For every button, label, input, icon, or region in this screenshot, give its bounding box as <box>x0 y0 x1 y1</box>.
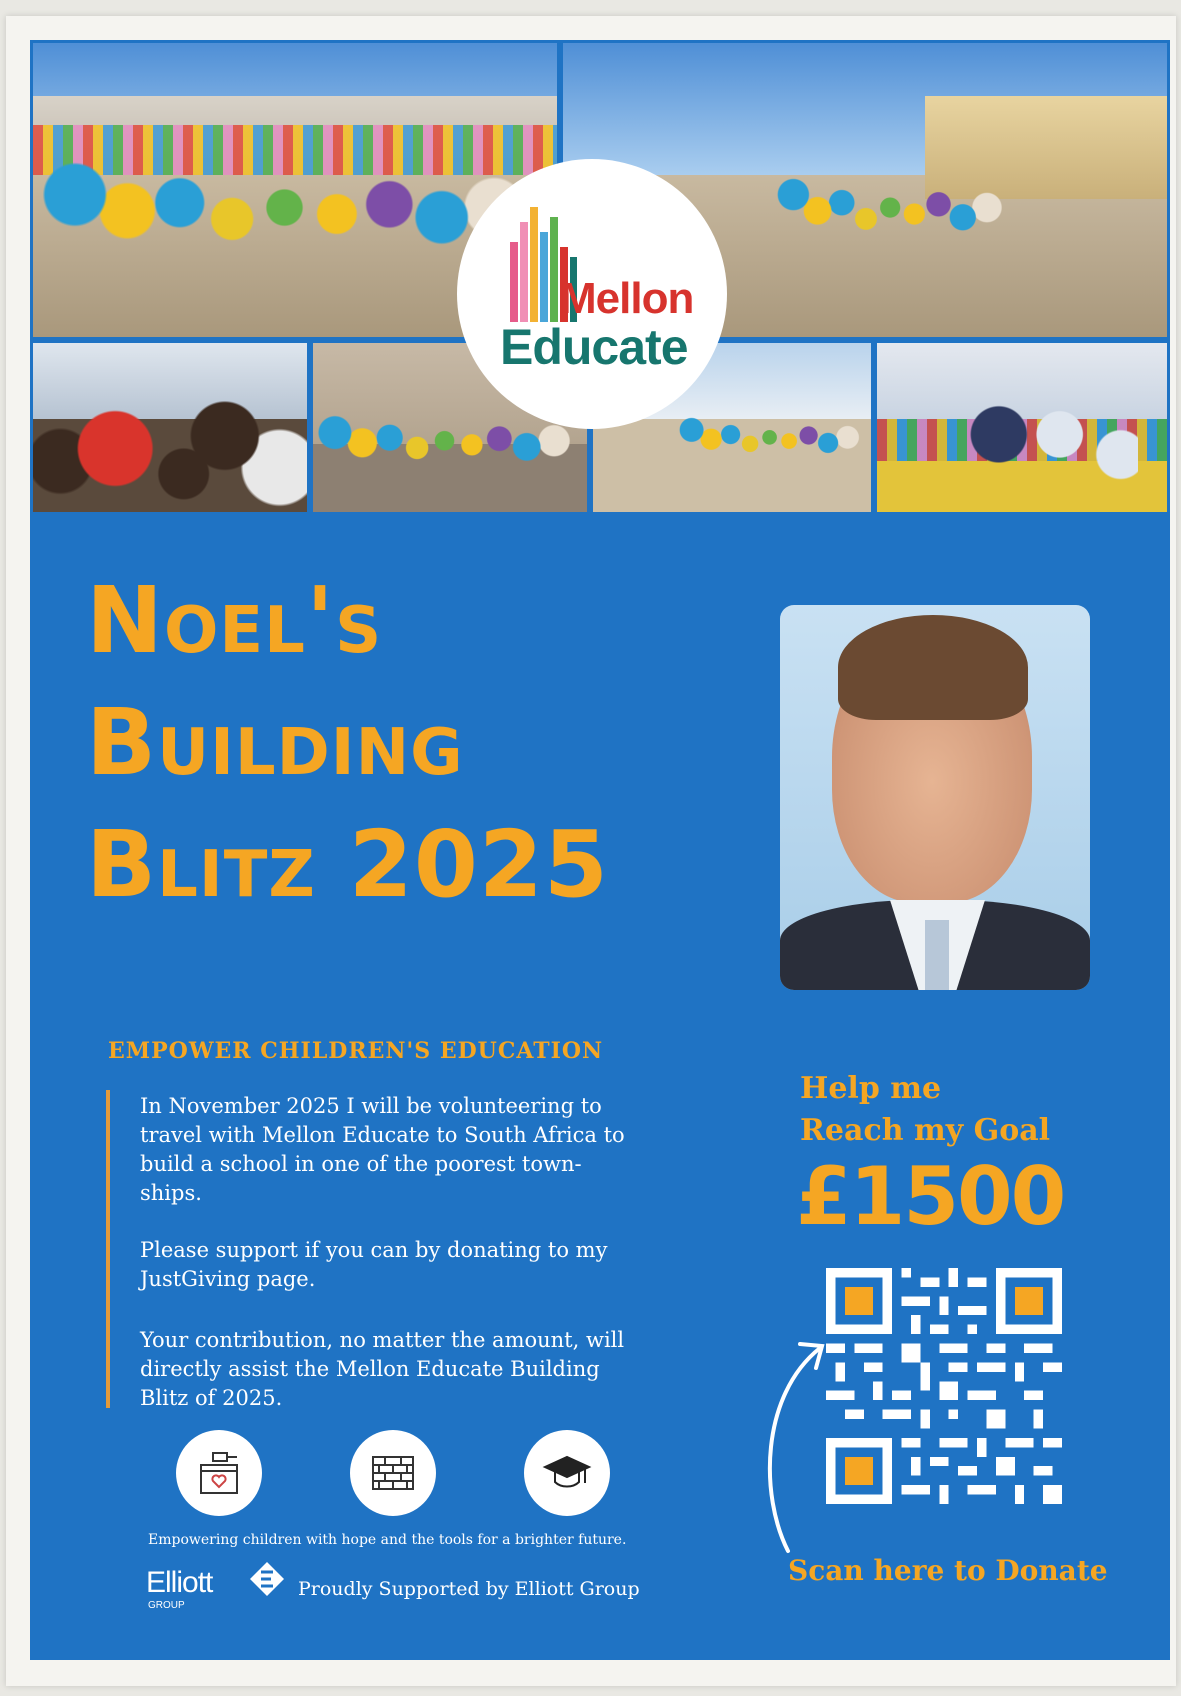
portrait-photo <box>780 605 1090 990</box>
body-text <box>106 1090 646 1408</box>
help-text <box>800 1068 1050 1152</box>
elliott-mark-icon <box>248 1560 286 1598</box>
elliott-logo-subtext: GROUP <box>148 1600 185 1611</box>
curved-arrow-icon <box>760 1336 830 1556</box>
mellon-educate-logo <box>460 162 724 426</box>
tagline: Empowering children with hope and the tools for a brighter future. <box>148 1532 627 1548</box>
title-line-1: Noel's <box>86 567 383 674</box>
body-paragraph-1: In November 2025 I will be volunteering to travel with Mellon Educate to South Africa to build a school in one of the poorest town-ships. <box>140 1094 625 1205</box>
body-paragraph-3: Your contribution, no matter the amount, will directly assist the Mellon Educate Building Blitz of 2025. <box>140 1328 625 1410</box>
page-title <box>86 560 609 926</box>
children-in-helmets-photo <box>874 340 1170 515</box>
children-with-volunteer-photo <box>30 340 310 515</box>
logo-educate-text: Educate <box>500 319 688 375</box>
donation-box-icon <box>176 1430 262 1516</box>
help-line-1: Help me <box>800 1071 942 1106</box>
body-paragraph-2: Please support if you can by donating to my JustGiving page. <box>140 1238 608 1291</box>
title-line-3: Blitz 2025 <box>86 811 609 918</box>
donation-qr-code[interactable] <box>826 1268 1062 1504</box>
help-line-2: Reach my Goal <box>800 1113 1051 1148</box>
brick-wall-icon <box>350 1430 436 1516</box>
scan-to-donate-text: Scan here to Donate <box>788 1554 1108 1587</box>
title-line-2: Building <box>86 689 464 796</box>
logo-mellon-text: Mellon <box>560 274 694 323</box>
elliott-logo-text: Elliott <box>146 1566 213 1599</box>
sponsor-text: Proudly Supported by Elliott Group <box>298 1578 640 1600</box>
subheading: EMPOWER CHILDREN'S EDUCATION <box>108 1038 604 1064</box>
poster <box>30 40 1170 1660</box>
graduation-cap-icon <box>524 1430 610 1516</box>
goal-amount: £1500 <box>796 1150 1065 1243</box>
